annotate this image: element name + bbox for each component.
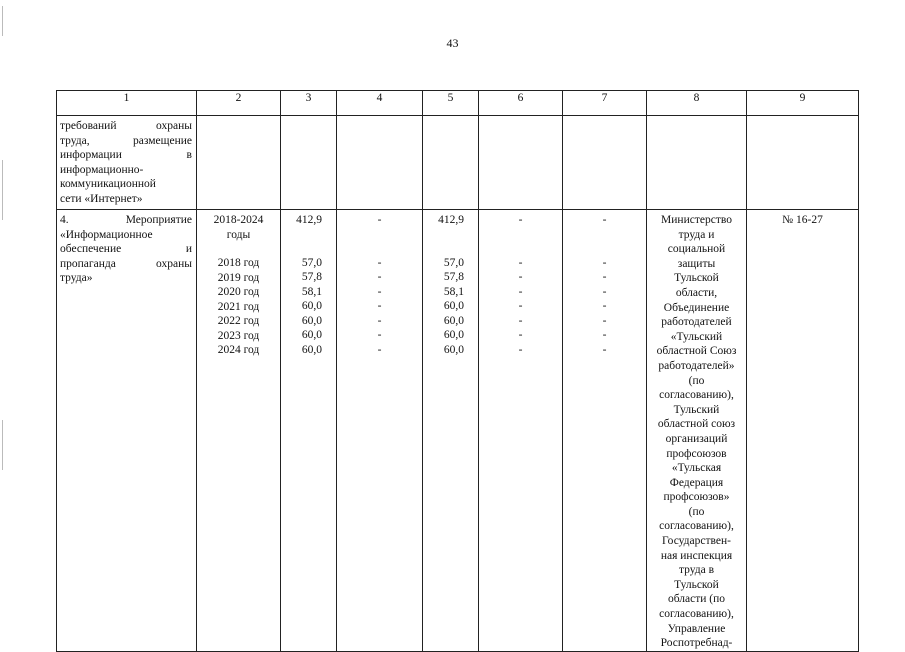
table-row (57, 210, 859, 652)
header-cell: 3 (281, 91, 337, 116)
regional-funding-cell: 412,9 57,0 57,8 58,1 60,0 60,0 60,0 60,0 (423, 210, 479, 652)
total-funding-cell: 412,9 57,0 57,8 58,1 60,0 60,0 60,0 60,0 (281, 210, 337, 652)
table-header-row (57, 91, 859, 116)
local-funding-cell: - - - - - - - - (479, 210, 563, 652)
empty-cell (281, 116, 337, 210)
header-cell: 7 (563, 91, 647, 116)
header-cell: 9 (747, 91, 859, 116)
extrabudget-funding-cell: - - - - - - - - (563, 210, 647, 652)
federal-funding-cell: - - - - - - - - (337, 210, 423, 652)
empty-cell (563, 116, 647, 210)
empty-cell (423, 116, 479, 210)
empty-cell (479, 116, 563, 210)
header-cell: 2 (197, 91, 281, 116)
empty-cell (747, 116, 859, 210)
header-cell: 6 (479, 91, 563, 116)
empty-cell (337, 116, 423, 210)
empty-cell (647, 116, 747, 210)
table-row (57, 116, 859, 210)
activity-description-cell: 4. Мероприятие «Информационное обеспечение и пропаганда охраны труда» (57, 210, 197, 652)
page-number: 43 (446, 36, 459, 50)
scan-margin-mark (2, 6, 3, 36)
program-table (56, 90, 859, 652)
header-cell: 1 (57, 91, 197, 116)
scan-margin-mark (2, 420, 3, 470)
header-cell: 4 (337, 91, 423, 116)
scan-margin-mark (2, 160, 3, 220)
period-cell: 2018-2024 годы 2018 год 2019 год 2020 год 2021 год 2022 год 2023 год 2024 год (197, 210, 281, 652)
responsible-executor-cell: Министерство труда и социальной защиты Тульской области, Объединение работодателей «Тульский областной Союз работодателей» (по согласованию), Тульский областной союз организаций профсоюзов «Тульская Федерация профсоюзов» (по согласованию), Государствен- ная инспекция труда в Тульской области (по согласованию), Управление Роспотребнад- (647, 210, 747, 652)
header-cell: 5 (423, 91, 479, 116)
header-cell: 8 (647, 91, 747, 116)
indicator-reference-cell: № 16-27 (747, 210, 859, 652)
activity-description-cell: требований охраны труда, размещение информации в информационно- коммуникационной сети «Интернет» (57, 116, 197, 210)
empty-cell (197, 116, 281, 210)
